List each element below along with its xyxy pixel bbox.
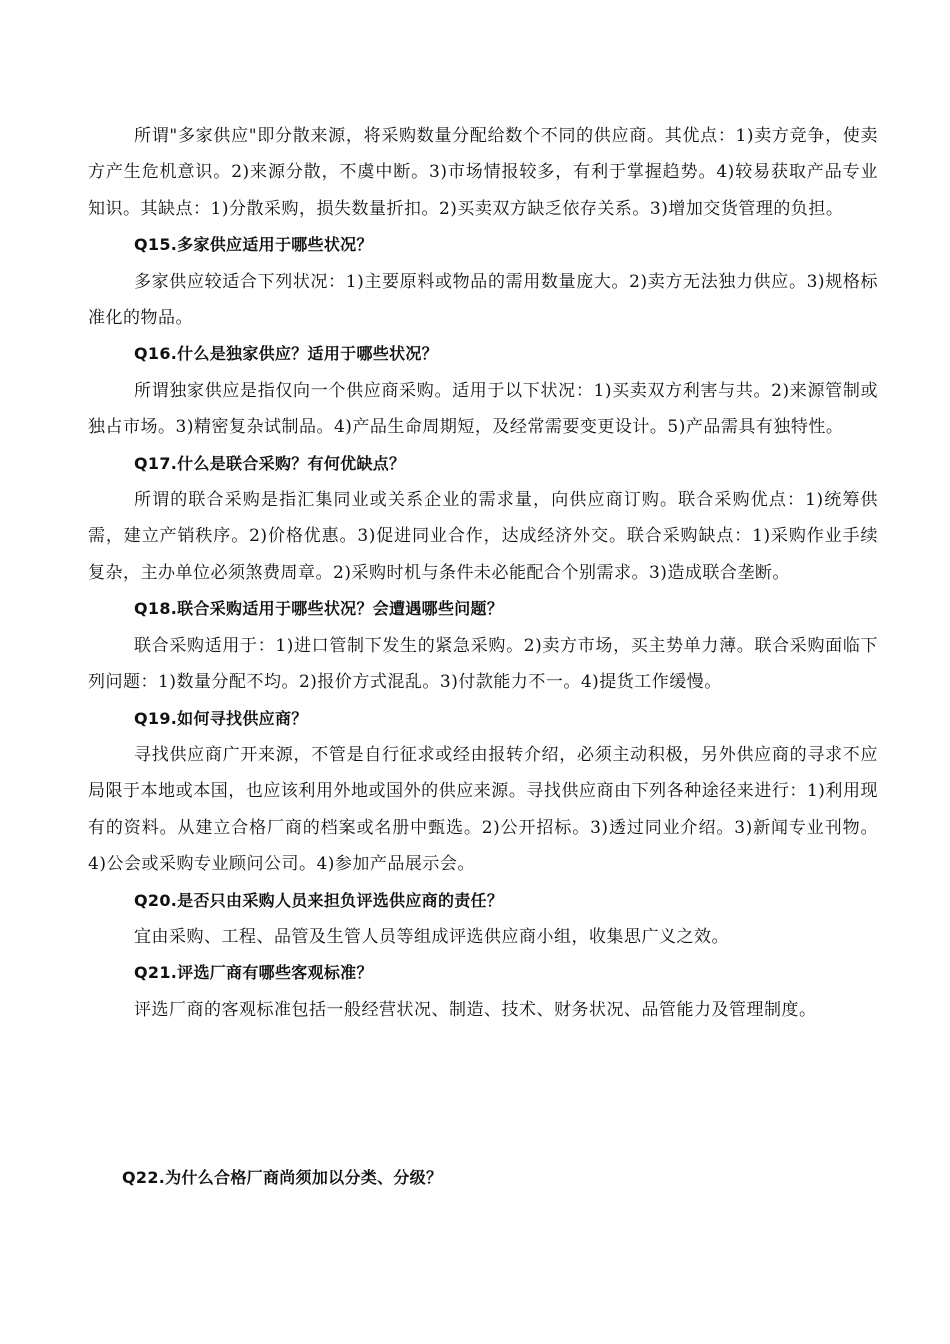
- question-heading-q19: Q19.如何寻找供应商？: [134, 708, 308, 728]
- question-heading-q18: Q18.联合采购适用于哪些状况？会遭遇哪些问题？: [134, 599, 504, 619]
- answer-paragraph-q17: 所谓的联合采购是指汇集同业或关系企业的需求量，向供应商订购。联合采购优点：1)统筹供需，建立产销秩序。2)价格优惠。3)促进同业合作，达成经济外交。联合采购缺点：1)采购作业手续复杂，主办单位必须煞费周章。2)采购时机与条件未必能配合个别需求。3)造成联合垄断。: [88, 490, 878, 583]
- question-heading-q20: Q20.是否只由采购人员来担负评选供应商的责任？: [134, 890, 504, 910]
- answer-paragraph-q20: 宜由采购、工程、品管及生管人员等组成评选供应商小组，收集思广义之效。: [134, 926, 729, 947]
- answer-paragraph-q18: 联合采购适用于：1)进口管制下发生的紧急采购。2)卖方市场，买主势单力薄。联合采购面临下列问题：1)数量分配不均。2)报价方式混乱。3)付款能力不一。4)提货工作缓慢。: [88, 635, 878, 693]
- answer-paragraph-q16: 所谓独家供应是指仅向一个供应商采购。适用于以下状况：1)买卖双方利害与共。2)来源管制或独占市场。3)精密复杂试制品。4)产品生命周期短，及经常需要变更设计。5)产品需具有独特性。: [88, 380, 878, 438]
- question-heading-q21: Q21.评选厂商有哪些客观标准？: [134, 963, 373, 983]
- question-heading-q22: Q22.为什么合格厂商尚须加以分类、分级？: [122, 1168, 443, 1187]
- question-heading-q15: Q15.多家供应适用于哪些状况？: [134, 235, 373, 255]
- answer-paragraph-q15: 多家供应较适合下列状况：1)主要原料或物品的需用数量庞大。2)卖方无法独力供应。3)规格标准化的物品。: [88, 271, 878, 329]
- intro-paragraph: 所谓"多家供应"即分散来源，将采购数量分配给数个不同的供应商。其优点：1)卖方竞争，使卖方产生危机意识。2)来源分散，不虞中断。3)市场情报较多，有利于掌握趋势。4)较易获取产品专业知识。其缺点：1)分散采购，损失数量折扣。2)买卖双方缺乏依存关系。3)增加交货管理的负担。: [88, 126, 878, 219]
- answer-paragraph-q19: 寻找供应商广开来源，不管是自行征求或经由报转介绍，必须主动积极，另外供应商的寻求不应局限于本地或本国，也应该利用外地或国外的供应来源。寻找供应商由下列各种途径来进行：1)利用现有的资料。从建立合格厂商的档案或名册中甄选。2)公开招标。3)透过同业介绍。3)新闻专业刊物。4)公会或采购专业顾问公司。4)参加产品展示会。: [88, 744, 878, 875]
- answer-paragraph-q21: 评选厂商的客观标准包括一般经营状况、制造、技术、财务状况、品管能力及管理制度。: [134, 999, 817, 1020]
- question-heading-q17: Q17.什么是联合采购？有何优缺点？: [134, 453, 406, 473]
- question-heading-q16: Q16.什么是独家供应？适用于哪些状况？: [134, 344, 438, 364]
- document-body: [88, 118, 878, 1028]
